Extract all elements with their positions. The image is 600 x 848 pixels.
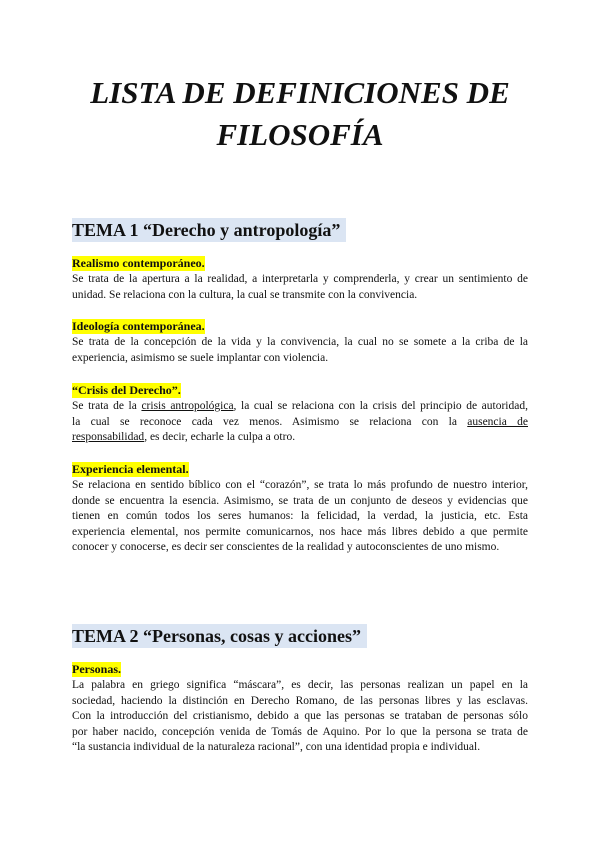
- definition-line: [72, 399, 528, 415]
- text-run: , la cual se relaciona con la crisis del principio de autoridad,: [233, 400, 528, 412]
- section-heading-tema-1: TEMA 1 “Derecho y antropología”: [72, 218, 346, 242]
- definition-line: “la sustancia individual de la naturaleza racional”, con una identidad propia e individual.: [72, 741, 481, 754]
- title-line: LISTA DE DEFINICIONES DE: [90, 75, 510, 110]
- document-title: [40, 72, 560, 156]
- term-realismo-contemporaneo: Realismo contemporáneo.: [72, 256, 205, 270]
- definition-line: donde se encuentra la esencia. Asimismo, se trata de un conjunto de deseos y evidencias que: [72, 494, 528, 507]
- term-personas: Personas.: [72, 662, 121, 676]
- definition-line: [72, 415, 528, 431]
- definition-line: Se trata de la concepción de la vida y la convivencia, la cual no se somete a la criba de la: [72, 336, 528, 348]
- underlined-text-crisis-antropologica: crisis antropológica: [141, 400, 234, 412]
- definition-line: La palabra en griego significa “máscara”, es decir, las personas realizan un papel en la: [72, 679, 528, 691]
- definition-line: conocer y conocerse, es decir ser conscientes de la realidad y autoconscientes de uno mismo.: [72, 541, 500, 554]
- term-experiencia-elemental: Experiencia elemental.: [72, 462, 189, 476]
- text-run: la cual se reconoce cada vez menos. Asimismo se relaciona con la: [72, 415, 468, 428]
- term-crisis-del-derecho: “Crisis del Derecho”.: [72, 383, 181, 397]
- title-line: FILOSOFÍA: [216, 117, 384, 152]
- definition-ideologia-contemporanea: [72, 335, 528, 366]
- section-heading-tema-2: TEMA 2 “Personas, cosas y acciones”: [72, 624, 367, 648]
- definition-experiencia-elemental: [72, 478, 528, 556]
- definition-line: por haber nacido, concepción venida de Tomás de Aquino. Por lo que la persona se trata de: [72, 725, 528, 738]
- underlined-text-ausencia-de: ausencia de: [467, 415, 528, 428]
- underlined-text-responsabilidad: responsabilidad: [72, 431, 145, 444]
- definition-line: unidad. Se relaciona con la cultura, la cual se transmite con la convivencia.: [72, 288, 418, 301]
- definition-line: Se trata de la apertura a la realidad, a interpretarla y comprenderla, y crear un sentimiento de: [72, 273, 528, 285]
- text-run: , es decir, echarle la culpa a otro.: [144, 431, 296, 444]
- definition-line: experiencia, asimismo se suele implantar con violencia.: [72, 351, 329, 364]
- definition-line: Se relaciona en sentido bíblico con el “corazón”, se trata lo más profundo de nuestro interior,: [72, 479, 528, 491]
- term-ideologia-contemporanea: Ideología contemporánea.: [72, 319, 205, 333]
- definition-line: Con la introducción del cristianismo, debido a que las personas se trataban de personas sólo: [72, 710, 528, 723]
- definition-crisis-del-derecho: [72, 399, 528, 446]
- text-run: Se trata de la: [72, 400, 142, 412]
- definition-line: experiencia elemental, nos permite comunicarnos, nos hace más libres debido a que permite: [72, 525, 528, 538]
- definition-line: sociedad, haciendo la distinción en Derecho Romano, de las personas libres y las esclavas.: [72, 694, 528, 707]
- definition-line: tienen en común todos los seres humanos: la felicidad, la verdad, la justicia, etc. Esta: [72, 510, 528, 523]
- definition-personas: [72, 678, 528, 756]
- definition-line: [72, 430, 528, 446]
- definition-realismo-contemporaneo: [72, 272, 528, 303]
